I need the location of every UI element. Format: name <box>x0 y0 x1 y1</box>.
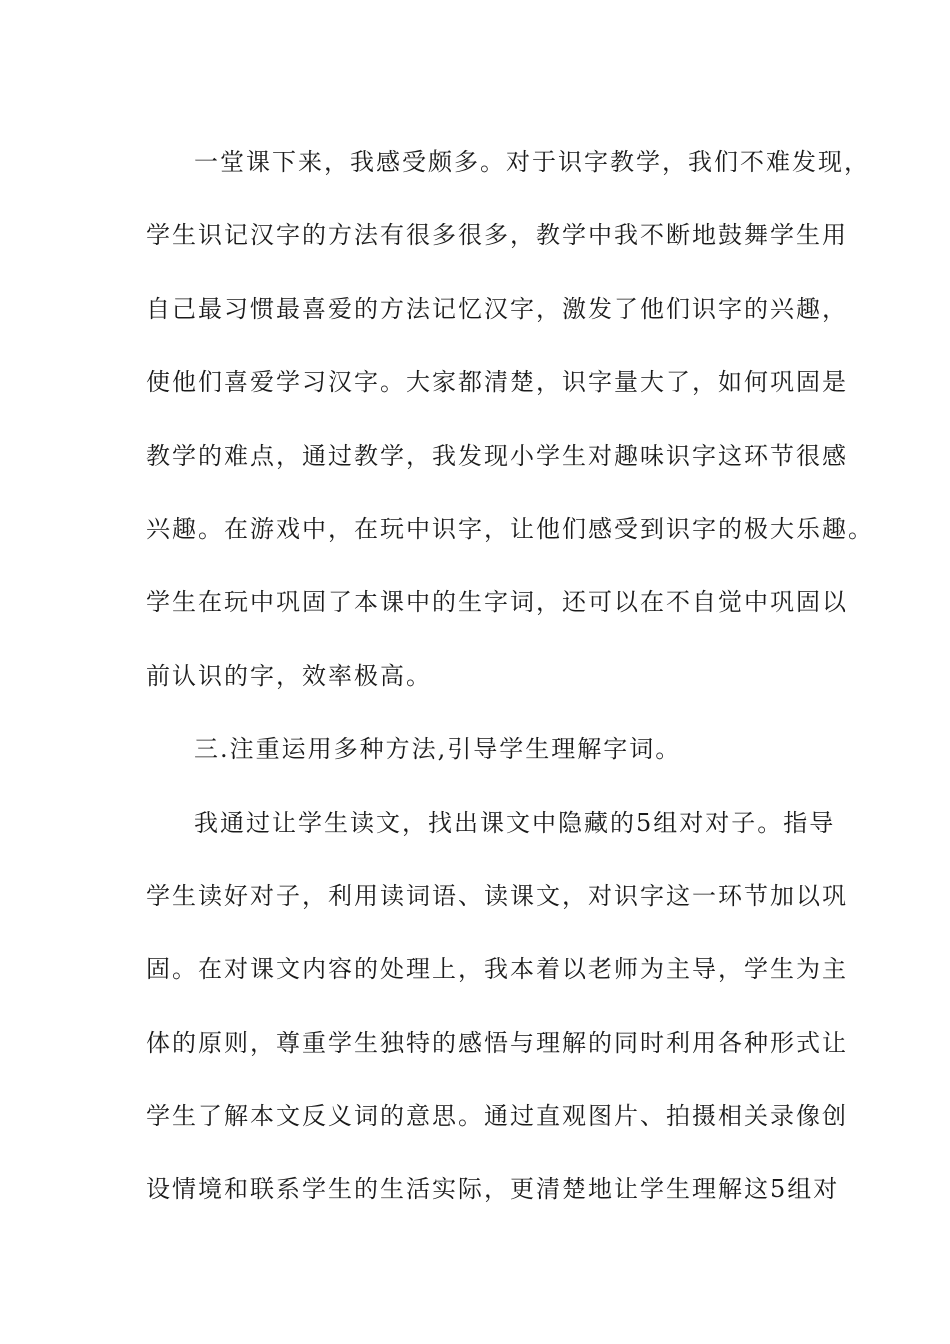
text-line: 一堂课下来，我感受颇多。对于识字教学，我们不难发现， <box>194 148 870 176</box>
section-heading: 三.注重运用多种方法,引导学生理解字词。 <box>194 735 682 764</box>
text-line: 设情境和联系学生的生活实际，更清楚地让学生理解这5组对 <box>146 1175 840 1204</box>
text-line: 前认识的字，效率极高。 <box>146 661 432 690</box>
text-line: 教学的难点，通过教学，我发现小学生对趣味识字这环节很感 <box>146 441 848 470</box>
text-line: 自己最习惯最喜爱的方法记忆汉字，激发了他们识字的兴趣， <box>146 294 848 323</box>
text-line: 固。在对课文内容的处理上，我本着以老师为主导，学生为主 <box>146 955 848 984</box>
text-line: 使他们喜爱学习汉字。大家都清楚，识字量大了，如何巩固是 <box>146 368 848 397</box>
text-line: 学生读好对子，利用读词语、读课文，对识字这一环节加以巩 <box>146 881 848 910</box>
text-line: 体的原则，尊重学生独特的感悟与理解的同时利用各种形式让 <box>146 1028 848 1057</box>
body-text <box>146 126 874 1227</box>
text-line: 学生识记汉字的方法有很多很多，教学中我不断地鼓舞学生用 <box>146 221 848 250</box>
text-line: 我通过让学生读文，找出课文中隐藏的5组对对子。指导 <box>194 808 836 837</box>
text-line: 学生在玩中巩固了本课中的生字词，还可以在不自觉中巩固以 <box>146 588 848 617</box>
text-line: 兴趣。在游戏中，在玩中识字，让他们感受到识字的极大乐趣。 <box>146 514 874 543</box>
text-line: 学生了解本文反义词的意思。通过直观图片、拍摄相关录像创 <box>146 1102 848 1131</box>
